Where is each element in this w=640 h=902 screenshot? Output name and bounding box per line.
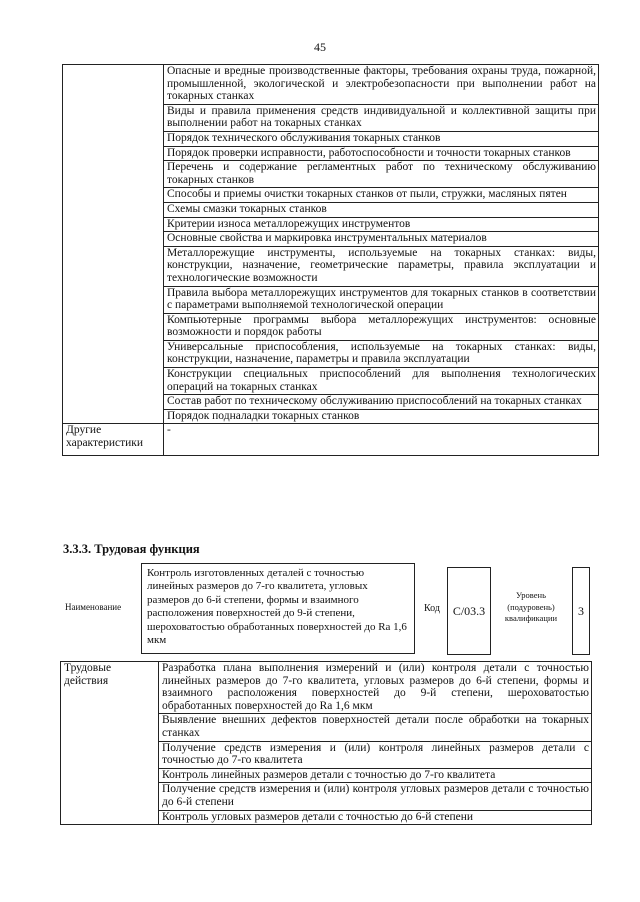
knowledge-item: Опасные и вредные производственные факторы, требования охраны труда, пожарной, промышленной, экологической и электробезопасности при выполнении работ на токарных станках	[164, 65, 599, 105]
labor-actions-label: Трудовые действия	[61, 662, 159, 825]
labor-action-item: Выявление внешних дефектов поверхностей детали после обработки на токарных станках	[159, 714, 592, 741]
knowledge-item: Конструкции специальных приспособлений для выполнения технологических операций на токарных станках	[164, 368, 599, 395]
knowledge-item: Схемы смазки токарных станков	[164, 202, 599, 217]
function-code-box	[447, 567, 491, 655]
labor-action-item: Контроль линейных размеров детали с точностью до 7-го квалитета	[159, 768, 592, 783]
labor-action-item: Контроль угловых размеров детали с точностью до 6-й степени	[159, 810, 592, 825]
knowledge-item: Состав работ по техническому обслуживанию приспособлений на токарных станках	[164, 395, 599, 410]
function-code-value: C/03.3	[452, 603, 486, 618]
other-characteristics-value: -	[164, 424, 599, 456]
knowledge-item: Способы и приемы очистки токарных станков от пыли, стружки, масляных пятен	[164, 188, 599, 203]
qualification-level-value: 3	[578, 603, 584, 618]
knowledge-item: Критерии износа металлорежущих инструментов	[164, 217, 599, 232]
labor-action-item: Разработка плана выполнения измерений и (или) контроля детали с точностью линейных размеров до 7-го квалитета, угловых размеров до 6-й степени, формы и взаимного расположения поверхностей до 9-й степени, шероховатостью обработанных поверхностей до Ra 1,6 мкм	[159, 662, 592, 714]
qualification-level-box	[572, 567, 590, 655]
name-label: Наименование	[65, 602, 122, 612]
knowledge-item: Компьютерные программы выбора металлорежущих инструментов: основные возможности и порядок работы	[164, 313, 599, 340]
labor-actions-table	[60, 661, 592, 825]
knowledge-item: Металлорежущие инструменты, используемые на токарных станках: виды, конструкции, назначение, геометрические параметры, правила эксплуатации и технологические возможности	[164, 246, 599, 286]
page-number: 45	[314, 40, 326, 54]
other-characteristics-label: Другие характеристики	[63, 424, 164, 456]
knowledge-item: Перечень и содержание регламентных работ по техническому обслуживанию токарных станков	[164, 161, 599, 188]
knowledge-item: Порядок технического обслуживания токарных станков	[164, 131, 599, 146]
knowledge-label-cell	[63, 65, 164, 424]
knowledge-item: Порядок подналадки токарных станков	[164, 409, 599, 424]
knowledge-item: Порядок проверки исправности, работоспособности и точности токарных станков	[164, 146, 599, 161]
code-label: Код	[424, 603, 440, 614]
labor-action-item: Получение средств измерения и (или) контроля угловых размеров детали с точностью до 6-й степени	[159, 783, 592, 810]
function-name-box: Контроль изготовленных деталей с точностью линейных размеров до 7-го квалитета, угловых размеров до 6-й степени, формы и взаимного расположения поверхностей до 9-й степени, шероховатостью обработанных поверхностей до Ra 1,6 мкм	[141, 563, 415, 654]
knowledge-item: Правила выбора металлорежущих инструментов для токарных станков в соответствии с параметрами выполняемой технологической операции	[164, 286, 599, 313]
knowledge-item: Универсальные приспособления, используемые на токарных станках: виды, конструкции, назначение, параметры и правила эксплуатации	[164, 340, 599, 367]
knowledge-item: Основные свойства и маркировка инструментальных материалов	[164, 232, 599, 247]
qualification-level-label: Уровень (подуровень) квалификации	[504, 590, 558, 623]
knowledge-item: Виды и правила применения средств индивидуальной и коллективной защиты при выполнении работ на токарных станках	[164, 104, 599, 131]
labor-action-item: Получение средств измерения и (или) контроля линейных размеров детали с точностью до 7-го квалитета	[159, 741, 592, 768]
knowledge-table	[62, 64, 599, 456]
section-heading: 3.3.3. Трудовая функция	[63, 542, 200, 556]
